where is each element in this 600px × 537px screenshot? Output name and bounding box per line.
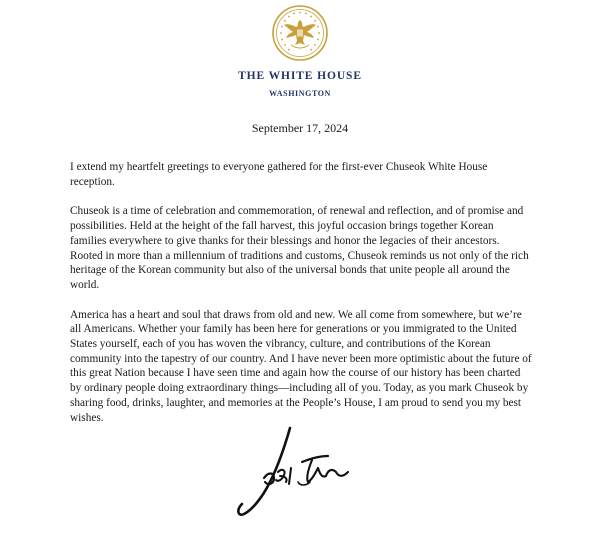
presidential-seal-icon xyxy=(271,4,329,62)
letter-body xyxy=(70,160,532,440)
paragraph-greeting: I extend my heartfelt greetings to everyone gathered for the first-ever Chuseok White House reception. xyxy=(70,161,488,188)
handwritten-signature-icon xyxy=(228,420,368,530)
paragraph-chuseok: Chuseok is a time of celebration and commemoration, of renewal and reflection, and of promise and possibilities. Held at the height of the fall harvest, this joyful occasion brings together Korean families everywhere to give thanks for their blessings and honor the legacies of their ancestors. Rooted in more than a millennium of traditions and customs, Chuseok reminds us not only of the rich heritage of the Korean community but also of the universal bonds that unite people all around the world. xyxy=(70,205,529,291)
letterhead-title: THE WHITE HOUSE xyxy=(238,70,362,82)
letterhead-city: WASHINGTON xyxy=(269,89,331,98)
letter-date: September 17, 2024 xyxy=(251,121,349,135)
paragraph-america: America has a heart and soul that draws from old and new. We all come from somewhere, but we’re all Americans. Whether your family has been here for generations or you immigrated to the United States yourself, each of you has woven the vibrancy, culture, and contributions of the Korean community into the tapestry of our country. And I have never been more optimistic about the future of this great Nation because I have seen time and again how the course of our history has been charted by ordinary people doing extraordinary things—including all of you. Today, as you mark Chuseok by sharing food, drinks, laughter, and memories at the People’s House, I am proud to send you my best wishes. xyxy=(70,308,532,424)
